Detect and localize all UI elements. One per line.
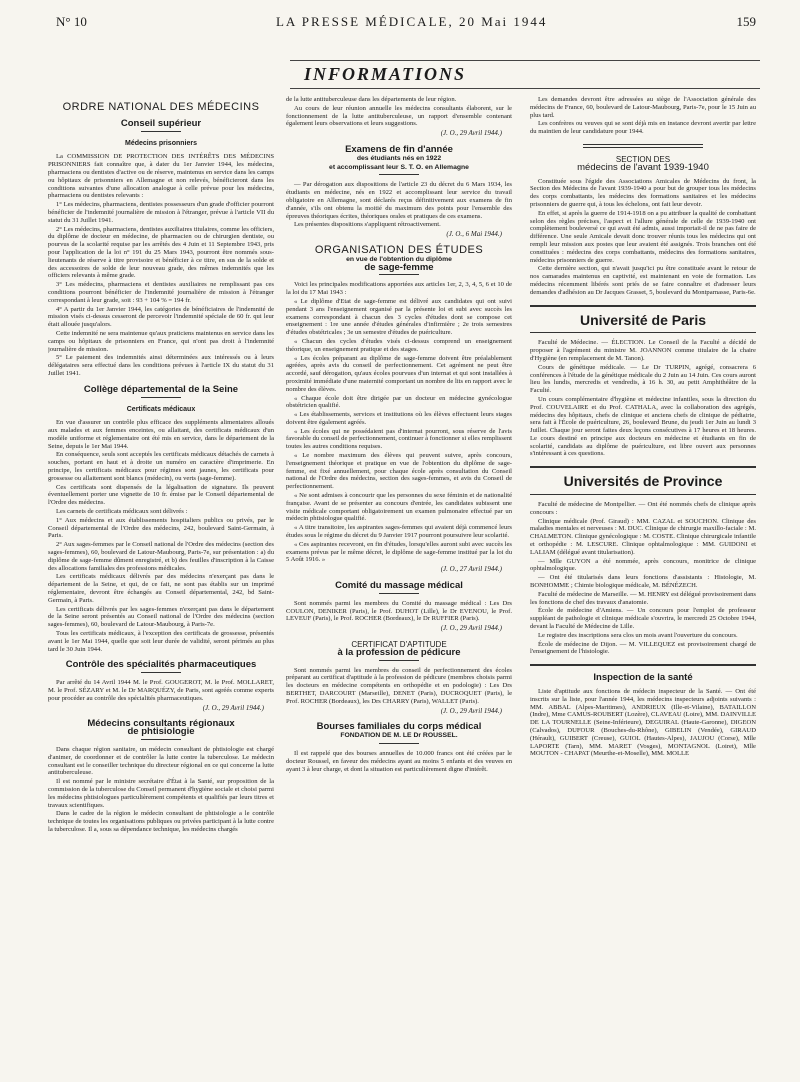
section-avant-heading: SECTION DES médecins de l'avant 1939-1940	[577, 154, 709, 173]
paragraph: Voici les principales modifications apportées aux articles 1er, 2, 3, 4, 5, 6 et 10 de la loi du 17 Mai 1943 :	[286, 281, 512, 297]
section-divider	[530, 305, 756, 307]
sante-heading: Inspection de la santé	[593, 672, 693, 684]
paragraph: 1° Aux médecins et aux établissements hospitaliers publics ou privés, par le Conseil départemental de l'Ordre des médecins, 242, boulevard Saint-Germain, à Paris.	[48, 516, 274, 540]
paragraph: Les certificats médicaux délivrés par des médecins n'exerçant pas dans le département de la Seine, et qui, de ce fait, ne sont pas établis sur un imprimé réglementaire, devront être échangés au Conseil départemental, 242, bd Saint-Germain, à Paris.	[48, 573, 274, 604]
bourse-heading: Bourses familiales du corps médical FONDATION DE M. LE Dr ROUSSEL.	[286, 723, 512, 744]
paragraph: « Ne sont admises à concourir que les personnes du sexe féminin et de nationalité française. Avant de se présenter au concours d'entrée, les candidates subissent une visite médicale comportant obligatoirement un examen pulmonaire effectué par un médecin phtisiologue qualifié.	[286, 492, 512, 523]
paragraph: Au cours de leur réunion annuelle les médecins consultants élaborent, sur le fonctionnement de la lutte antituberculeuse, un rapport d'ensemble contenant également leurs observations et leurs suggestions.	[286, 104, 512, 128]
paragraph: Cours de génétique médicale. — Le Dr TURPIN, agrégé, consacrera 6 conférences à l'étude de la génétique médicale du 2 Juin au 14 Juin. Ces cours auront lieu les lundis, mercredis et vendredis, à 16 h. 30, au petit Amphithéâtre de la Faculté.	[530, 363, 756, 395]
paragraph: Les certificats délivrés par les sages-femmes n'exerçant pas dans le département de la Seine seront présentés au Conseil national de l'Ordre des médecins (section sages-femmes), 60, boulevard de Latour-Maubourg, à Paris-7e.	[48, 605, 274, 629]
paragraph: Faculté de Médecine. — ÉLECTION. Le Conseil de la Faculté a décidé de proposer à l'agrément du ministre M. JOANNON comme titulaire de la chaire d'Hygiène (en remplacement de M. Tanon).	[530, 339, 756, 362]
ordre-heading: ORDRE NATIONAL DES MÉDECINS	[62, 101, 260, 113]
certificats-body	[48, 419, 274, 653]
paragraph: — Mlle GUYON a été nommée, après concours, monitrice de clinique ophtalmologique.	[530, 557, 756, 573]
paragraph: Clinique médicale (Prof. Giraud) : MM. CAZAL et SOUCHON. Clinique des maladies mentales et nerveuses : M. DUC. Clinique de chirurgie maxillo-faciale : M. CHALMETON. Clinique gynécologique : M. COSTE. Clinique chirurgicale infantile et orthopédie : M. LESCURE. Clinique ophtalmologique : MM. GUIDONI et LALIAM (délégué avant titularisation).	[530, 517, 756, 556]
conseil-heading: Conseil supérieur	[48, 120, 274, 132]
section-divider	[530, 332, 756, 333]
paragraph: Cette dernière section, qui n'avait jusqu'ici pu être constituée avant le retour de nos camarades maintenus en captivité, est maintenant en voie de formation. Les médecins récemment libérés sont priés de se faire connaître et d'adresser leurs demandes d'adhésion au Dr Jacques Grasset, 5, boulevard du Montparnasse, Paris-6e.	[530, 265, 756, 296]
paragraph: — Ont été titularisés dans leurs fonctions d'assistants : Histologie, M. BONHOMME ; Chimie biologique médicale, M. BÉNÉZECH.	[530, 574, 756, 590]
paragraph: Il est nommé par le ministre secrétaire d'État à la Santé, sur proposition de la commission de la tuberculose du Conseil permanent d'hygiène sociale et choisi parmi les médecins phtisiologues particulièrement compétents et qualifiés par leurs titres et travaux scientifiques.	[48, 778, 274, 809]
paragraph: Un cours complémentaire d'hygiène et médecine infantiles, sous la direction du Prof. COUVELAIRE et du Prof. CATHALA, avec la collaboration des agrégés, médecins des hôpitaux, chefs de clinique et anciens chefs de clinique de pédiatrie, sera fait à l'École de puériculture, 26, boulevard Brune, du jeudi 1er Juin au lundi 3 Juillet. Chaque jour seront faites deux leçons consécutives à 17 heures et 18 heures. Le cours destiné en principe aux docteurs en médecine et étudiants en fin de scolarité, candidats au diplôme de puériculture, est libre ouvert aux personnes s'intéressant à ces questions.	[530, 395, 756, 458]
paragraph: Les carnets de certificats médicaux sont délivrés :	[56, 508, 188, 516]
column-left	[48, 96, 274, 1068]
massage-heading: Comité du massage médical	[286, 582, 512, 594]
paragraph: Dans le cadre de la région le médecin consultant de phtisiologie a le contrôle technique de toutes les organisations publiques ou privées participant à la lutte contre la tuberculose. Il a, sous sa dépendance technique, les médecins chargés	[48, 810, 274, 833]
source-citation: (J. O., 27 Avril 1944.)	[440, 565, 502, 574]
paris-heading: Université de Paris	[579, 311, 707, 328]
source-citation: (J. O., 29 Avril 1944.)	[440, 706, 502, 715]
paragraph: En conséquence, seuls sont acceptés les certificats médicaux détachés de carnets à souches, portant en haut et à droite un numéro en caractère d'imprimerie. En principe, les certificats médicaux pour régimes sont jaunes, les certificats pour grossesse ou allaitement sont blancs (médecin), ou verts (sage-femme).	[48, 451, 274, 482]
paragraph: Liste d'aptitude aux fonctions de médecin inspecteur de la Santé. — Ont été inscrits sur la liste, pour l'année 1944, les médecins inspecteurs adjoints suivants : MM. ABBAL (Alpes-Maritimes), ANDRIEUX (Ille-et-Vilaine), BATAILLON (Indre), Mme CAMUS-ROUBERT (Lozère), CLAVEAU (Loire), MM. DAINVILLE DE LA TOURNELLE (Seine-Inférieure), DEGUIRAL (Haute-Garonne), DIGEON (Calvados), DUFOUR (Bouches-du-Rhône), GIBELIN (Vendée), GIRAUD (Hérault), GUIBERT (Creuse), GUIOL (Hautes-Alpes), JAUJOU (Corse), Mlle LAPORTE (Tarn), MM. MARET (Vosges), MONTAGNOL (Loiret), Mlle MOUTON - CHAPAT (Meurthe-et-Moselle), MM. MOLLE	[530, 688, 756, 758]
province-heading: Universités de Province	[563, 473, 723, 490]
consult-heading: Médecins consultants régionaux de phtisiologie	[48, 720, 274, 740]
paragraph: « Le nombre maximum des élèves qui peuvent suivre, après concours, l'enseignement théorique et pratique en vue de l'obtention du diplôme de sage-femme, est fixé annuellement, pour chaque école après consultation du Conseil national de l'Ordre des médecins, section des sages-femmes, et avis du Conseil de perfectionnement.	[286, 452, 512, 491]
paragraph: « Chacun des cycles d'études visés ci-dessus comprend un enseignement théorique, un enseignement pratique et des stages.	[286, 337, 512, 353]
source-citation: (J. O., 29 Avril 1944.)	[202, 703, 264, 712]
pedicure-heading: CERTIFICAT D'APTITUDE à la profession de pédicure	[286, 641, 512, 661]
paragraph: « Les établissements, services et institutions où les élèves effectuent leurs stages doivent être également agréés.	[286, 411, 512, 426]
section-divider	[583, 144, 703, 148]
consult-body	[48, 746, 274, 834]
paragraph: 3° Les médecins, pharmaciens et dentistes auxiliaires ne remplissant pas ces conditions pourront bénéficier de l'indemnité journalière de mission à l'étranger correspondant à leur grade, soit : 93 + 104 % = 194 fr.	[48, 281, 274, 304]
paragraph: 1° Les médecins, pharmaciens, dentistes possesseurs d'un grade d'officier pourront bénéficier de l'indemnité journalière de mission à l'étranger, prévue à l'article VII du statut du 31 Juillet 1941.	[48, 201, 274, 224]
paragraph: « A titre transitoire, les aspirantes sages-femmes qui avaient déjà commencé leurs études sous le régime du décret du 9 Janvier 1917 pourront poursuivre leur scolarité.	[286, 524, 512, 540]
source-citation: (J. O., 6 Mai 1944.)	[446, 230, 502, 239]
paragraph: « Le diplôme d'Etat de sage-femme est délivré aux candidates qui ont suivi pendant 3 ans l'enseignement organisé par la présente loi et subi avec succès les examens correspondant à chacun des 3 cycles d'études dont se compose cet enseignement : 1re une année d'études générales d'infirmière ; 2e trois semestres d'études obstétricales ; 3e un semestre d'études de puériculture.	[286, 297, 512, 337]
section-divider	[530, 664, 756, 666]
paragraph: Les demandes devront être adressées au siège de l'Association générale des médecins de France, 60, boulevard de Latour-Maubourg, Paris-7e, pour le 15 Juin au plus tard.	[530, 96, 756, 119]
paragraph: École de médecine de Dijon. — M. VILLEQUEZ est provisoirement chargé de l'enseignement de l'histologie.	[530, 640, 756, 656]
issue-number: N° 10	[56, 14, 87, 29]
banner-top-rule	[290, 60, 760, 61]
paragraph: de la lutte antituberculeuse dans les départements de leur région.	[286, 96, 457, 103]
certificats-heading: Certificats médicaux	[126, 405, 196, 413]
paragraph: La COMMISSION DE PROTECTION DES INTÉRÊTS DES MÉDECINS PRISONNIERS fait connaître que, à dater du 1er Janvier 1944, les médecins, pharmaciens ou dentistes d'active ou de réserve, maintenus en service dans les camps ou hôpitaux de prisonniers en Allemagne et non relevés, bénéficieront dans les conditions suivantes d'une allocation analogue à celle prévue pour les médecins, pharmaciens ou dentistes relevants :	[48, 153, 274, 200]
paragraph: Les présentes dispositions s'appliquent rétroactivement.	[294, 221, 441, 229]
paragraph: « Les écoles qui ne possédaient pas d'internat pourront, sous réserve de l'avis favorable du conseil de perfectionnement, continuer à fonctionner si elles remplissent toutes les autres conditions requises.	[286, 427, 512, 451]
paragraph: « Les écoles préparant au diplôme de sage-femme doivent être préalablement agréées, après avis du conseil de perfectionnement. Cet agrément ne peut être accordé, sauf dérogation, qu'aux écoles pourvues d'un internat et qui sont installées à proximité immédiate d'une maternité comportant un nombre de lits en rapport avec le nombre des élèves.	[286, 354, 512, 393]
paragraph: Il est rappelé que des bourses annuelles de 10.000 francs ont été créées par le docteur Roussel, en faveur des médecins ayant au moins 5 enfants et des veuves en ayant 3 à leur charge, et dont la situation est particulièrement digne d'intérêt.	[286, 749, 512, 773]
paragraph: Sont nommés parmi les membres du conseil de perfectionnement des écoles préparant au certificat d'aptitude à la profession de pédicure (membres choisis parmi les docteurs en médecine compétents en orthopédie et en podologie) : Les Drs BERTHET, DARCOURT (Marseille), DENET (Paris), DUCROQUET (Paris), le Prof. ROCHER (Bordeaux), les Drs CHARRY (Paris), WALLET (Paris).	[286, 666, 512, 705]
banner-bottom-rule	[290, 88, 760, 89]
paragraph: « Ces aspirantes recevront, en fin d'études, lorsqu'elles auront subi avec succès les examens prévus par le même décret, le diplôme de sage-femme institué par la loi du 5 Août 1916. »	[286, 540, 512, 564]
paragraph: Les confrères ou veuves qui se sont déjà mis en instance devront avertir par lettre du maintien de leur candidature pour 1944.	[530, 120, 756, 136]
paragraph: Par arrêté du 14 Avril 1944 M. le Prof. GOUGEROT, M. le Prof. MOLLARET, M. le Prof. SÉZARY et M. le Dr MARQUÉZY, de Paris, sont agréés comme experts pour procéder au contrôle des spécialités pharmaceutiques.	[48, 679, 274, 702]
paragraph: Cette indemnité ne sera maintenue qu'aux praticiens maintenus en service dans les camps ou hôpitaux de prisonniers en France, qui n'ont pas droit à l'indemnité journalière de mission.	[48, 329, 274, 353]
exam-heading: Examens de fin d'année des étudiants nés en 1922 et accomplissant leur S. T. O. en Allemagne	[286, 146, 512, 175]
paragraph: Sont nommés parmi les membres du Comité du massage médical : Les Drs COULON, DENIKER (Paris), le Prof. DUHOT (Lille), le Dr EVENOU, le Prof. LEVEUF (Paris), le Prof. ROCHER (Bordeaux), le Dr RUFFIER (Paris).	[286, 599, 512, 623]
section-banner: INFORMATIONS	[303, 64, 467, 84]
paragraph: « Chaque école doit être dirigée par un docteur en médecine gynécologue obstétricien qualifié.	[286, 394, 512, 410]
source-citation: (J. O., 29 Avril 1944.)	[440, 624, 502, 633]
page-header	[56, 14, 756, 36]
paragraph: 5° Le paiement des indemnités ainsi déterminées aux intéressés ou à leurs délégataires sera effectué dans les conditions prévues à l'article IX du statut du 31 Juillet 1941.	[48, 354, 274, 377]
prisonniers-body	[48, 153, 274, 377]
page-number: 159	[736, 14, 756, 29]
paris-body	[530, 339, 756, 458]
section-avant-body	[530, 178, 756, 297]
column-right	[530, 96, 756, 1068]
paragraph: Faculté de médecine de Montpellier. — Ont été nommés chefs de clinique après concours :	[530, 501, 756, 516]
section-divider	[530, 466, 756, 468]
paragraph: Faculté de médecine de Marseille. — M. HENRY est délégué provisoirement dans les fonctions de chef des travaux d'anatomie.	[530, 590, 756, 606]
organisation-body	[286, 281, 512, 564]
organisation-heading: ORGANISATION DES ÉTUDES en vue de l'obtention du diplôme de sage-femme	[286, 247, 512, 275]
paragraph: 4° A partir du 1er Janvier 1944, les catégories de bénéficiaires de l'indemnité de mission visés ci-dessus cesseront de percevoir l'indemnité spéciale de 60 fr. qui leur était allouée jusqu'alors.	[48, 305, 274, 329]
paragraph: Ces certificats sont dispensés de la légalisation de signature. Ils peuvent éventuellement porter une vignette de 10 fr. émise par le Conseil départemental de l'Ordre des médecins.	[48, 483, 274, 507]
pharma-heading: Contrôle des spécialités pharmaceutiques	[48, 661, 274, 673]
paragraph: École de médecine d'Amiens. — Un concours pour l'emploi de professeur suppléant de pathologie et clinique médicale s'ouvrira, le mercredi 25 Octobre 1944, devant la Faculté de Médecine de Lille.	[530, 607, 756, 631]
paragraph: En vue d'assurer un contrôle plus efficace des suppléments alimentaires alloués aux malades et aux femmes enceintes, ou allaitant, des certificats médicaux d'un modèle uniforme et réglementaire ont été mis en service, dans le département de la Seine, depuis le 1er Mai 1944.	[48, 419, 274, 450]
prisonniers-heading: Médecins prisonniers	[125, 139, 197, 147]
college-heading: Collège départemental de la Seine	[48, 386, 274, 398]
province-body	[530, 501, 756, 656]
journal-title: LA PRESSE MÉDICALE, 20 Mai 1944	[275, 14, 548, 29]
source-citation: (J. O., 29 Avril 1944.)	[440, 129, 502, 138]
paragraph: 2° Aux sages-femmes par le Conseil national de l'Ordre des médecins (section des sages-femmes), 60, boulevard de Latour-Maubourg, Paris-7e, sur présentation : a) du diplôme de sage-femme dûment enregistré, et b) des feuilles d'inscription à la Caisse des allocations familiales des professions médicales.	[48, 541, 274, 572]
section-divider	[530, 494, 756, 495]
paragraph: En effet, si après la guerre de 1914-1918 on a pu attribuer la qualité de combattant selon des règles précises, l'aspect et l'allure générale de celle de 1939-1940 ont complètement bouleversé ce qui avait été admis, aussi importait-il de ne pas faire de différence. Une seule Amicale devait donc trouver réunis tous les médecins qui ont rempli leur mission aux postes que leur avaient été assignés. Trois branches ont été constituées : médecins des corps combattants, médecins des formations sanitaires, médecins prisonniers de guerre.	[530, 209, 756, 264]
paragraph: Le registre des inscriptions sera clos un mois avant l'ouverture du concours.	[538, 631, 738, 639]
paragraph: Constituée sous l'égide des Associations Amicales de Médecins du front, la Section des Médecins de l'avant 1939-1940 a pour but de grouper tous les médecins des corps combattants, les médecins des formations sanitaires et les médecins prisonniers de guerre qui, à tous les échelons, ont fait leur devoir.	[530, 177, 756, 208]
paragraph: — Par dérogation aux dispositions de l'article 23 du décret du 6 Mars 1934, les étudiants en médecine, nés en 1922 et accomplissant leur service du travail obligatoire en Allemagne, sont déclarés reçus définitivement aux examens de fin d'année, s'ils ont obtenu la moitié du maximum des points pour l'ensemble des épreuves théoriques écrites, théoriques orales et pratiques de ces examens.	[286, 181, 512, 220]
paragraph: Tous les certificats médicaux, à l'exception des certificats de grossesse, présentés avant le 1er Mai 1944, quelle que soit leur durée de validité, seront périmés au plus tard le 30 Juin 1944.	[48, 630, 274, 653]
column-middle	[286, 96, 512, 1068]
paragraph: Dans chaque région sanitaire, un médecin consultant de phtisiologie est chargé d'animer, de coordonner et de contrôler la lutte contre la tuberculose. Le médecin consultant est le conseiller technique du directeur régional en ce qui concerne la lutte antituberculeuse.	[48, 745, 274, 777]
paragraph: 2° Les médecins, pharmaciens, dentistes auxiliaires titulaires, comme les officiers, du diplôme de docteur en médecine, de pharmacien ou de chirurgien dentiste, ou pourvus de la scolarité requise par les arrêtés des 4 Juin et 11 Septembre 1943, pris pour l'application de la loi n° 191 du 25 Mars 1943, pourront être nommés sous-lieutenants de réserve à titre provisoire et bénéficier à ce titre, en sus de la solde et des accessoires de solde de leur nouveau grade, des mêmes indemnités que les officiers relevants à même grade.	[48, 225, 274, 280]
